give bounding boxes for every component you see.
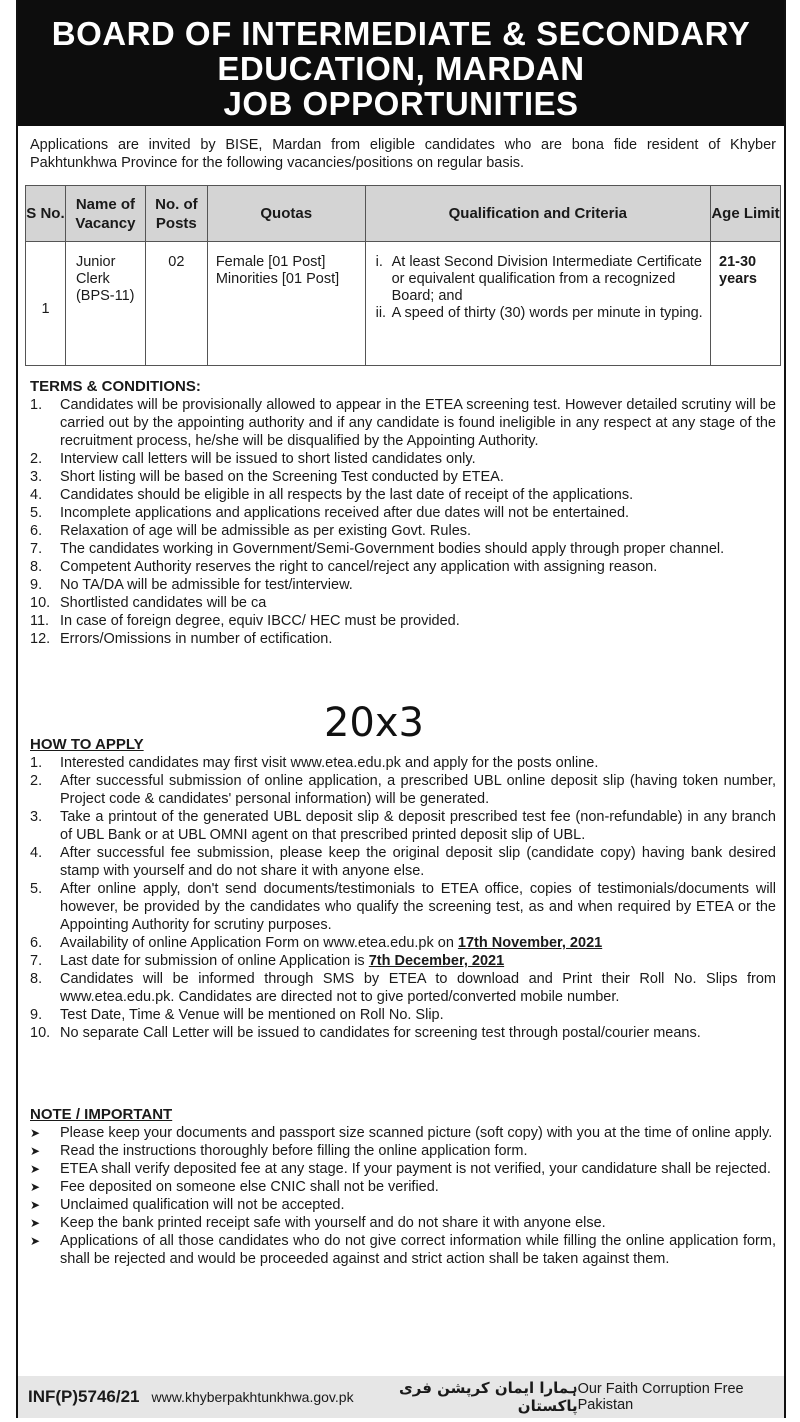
item-text-body: The candidates working in Government/Semi-Government bodies should apply through proper channel. (60, 541, 725, 557)
terms-list (30, 396, 776, 648)
item-text-body: Test Date, Time & Venue will be mentioned on Roll No. Slip. (60, 1007, 444, 1023)
item-text-body: Availability of online Application Form on www.etea.edu.pk on (60, 935, 454, 951)
notes-section (30, 1106, 776, 1268)
arrow-bullet-icon: ➤ (30, 1234, 41, 1248)
header-line-3: JOB OPPORTUNITIES (223, 85, 579, 122)
how-to-apply-section (30, 736, 776, 1042)
item-text (60, 754, 776, 772)
table-row (26, 242, 781, 366)
list-item (30, 558, 776, 576)
item-number: 5. (30, 505, 43, 521)
bullet (30, 1142, 60, 1160)
header-posts: No. of Posts (145, 186, 207, 242)
bullet (30, 1178, 60, 1196)
cell-sno: 1 (26, 242, 66, 366)
item-text (60, 1232, 776, 1268)
item-text-body: Relaxation of age will be admissible as per existing Govt. Rules. (60, 523, 472, 539)
arrow-bullet-icon: ➤ (30, 1198, 41, 1212)
item-text-body: Please keep your documents and passport size scanned picture (soft copy) with you at the time of online apply. (60, 1125, 773, 1141)
list-item (30, 754, 776, 772)
list-item (30, 880, 776, 934)
arrow-bullet-icon: ➤ (30, 1180, 41, 1194)
header-quotas: Quotas (207, 186, 365, 242)
item-text (60, 1024, 776, 1042)
item-text (60, 468, 776, 486)
item-text-body: No separate Call Letter will be issued to candidates for screening test through postal/courier means. (60, 1025, 701, 1041)
item-text-body: Candidates will be provisionally allowed to appear in the ETEA screening test. However detailed scrutiny will be carried out by the appointing authority and if any candidate is found ineligible in any respect at any stage of the recruitment process, he/she will be disqualified by the Appointing Authority. (60, 397, 776, 449)
item-text-body: Read the instructions thoroughly before filling the online application form. (60, 1143, 528, 1159)
item-number: 3. (30, 809, 43, 825)
item-text-body: After successful fee submission, please keep the original deposit slip (candidate copy) having bank desired stamp with yourself and do not share it with anyone else. (60, 845, 776, 879)
notes-title: NOTE / IMPORTANT (30, 1106, 173, 1123)
item-text (60, 576, 776, 594)
item-text-body: Candidates should be eligible in all respects by the last date of receipt of the applications. (60, 487, 634, 503)
qual-text: At least Second Division Intermediate Certificate or equivalent qualification from a recognized Board; and (391, 254, 702, 304)
item-number: 8. (30, 559, 43, 575)
arrow-bullet-icon: ➤ (30, 1162, 41, 1176)
header-banner (18, 0, 784, 126)
list-item (30, 576, 776, 594)
footer-url[interactable]: www.khyberpakhtunkhwa.gov.pk (151, 1389, 354, 1405)
item-text (60, 772, 776, 808)
item-text-body: Incomplete applications and applications received after due dates will not be entertained. (60, 505, 630, 521)
item-number: 11. (30, 613, 50, 629)
item-text-body: After online apply, don't send documents/testimonials to ETEA office, copies of testimonials/documents will however, be provided by the candidates who qualify the screening test, as and when required by ETEA or the Appointing Authority for scrutiny purposes. (60, 881, 776, 933)
item-number: 4. (30, 487, 43, 503)
item-text (60, 1214, 776, 1232)
intro-paragraph: Applications are invited by BISE, Mardan from eligible candidates who are bona fide resident of Khyber Pakhtunkhwa Province for the following vacancies/positions on regular basis. (30, 137, 776, 171)
list-item (30, 468, 776, 486)
bullet (30, 1196, 60, 1214)
stamp-overlay: 20x3 (300, 697, 448, 749)
item-text (60, 880, 776, 934)
quota-minorities: Minorities [01 Post] (215, 271, 340, 287)
item-text-body: After successful submission of online application, a prescribed UBL online deposit slip (having token number, Project code & candidates' personal information) will be generated. (60, 773, 776, 807)
table-header-row (26, 186, 781, 242)
item-text-body: In case of foreign degree, equiv IBCC/ HEC must be provided. (60, 613, 460, 629)
arrow-bullet-icon: ➤ (30, 1144, 41, 1158)
list-item (366, 254, 704, 305)
item-text (60, 1006, 776, 1024)
item-text-body: Take a printout of the generated UBL deposit slip & deposit prescribed test fee (non-refundable) in any branch of UBL Bank or at UBL OMNI agent on that prescribed printed deposit slip of UBL. (60, 809, 776, 843)
item-text (60, 1124, 776, 1142)
list-item (30, 1024, 776, 1042)
item-number: 9. (30, 1007, 43, 1023)
item-text (60, 808, 776, 844)
list-item (30, 396, 776, 450)
item-text-body: Unclaimed qualification will not be accepted. (60, 1197, 345, 1213)
bullet (30, 1214, 60, 1232)
item-text (60, 450, 776, 468)
list-item (30, 934, 776, 952)
terms-section (30, 378, 776, 648)
vacancy-table (25, 185, 781, 366)
item-number: 10. (30, 595, 51, 611)
item-text-body: Interview call letters will be issued to short listed candidates only. (60, 451, 476, 467)
notes-list (30, 1124, 776, 1268)
item-text (60, 952, 776, 970)
bullet (30, 1160, 60, 1178)
list-item (30, 772, 776, 808)
list-item (30, 1196, 776, 1214)
item-number: 1. (30, 755, 43, 771)
item-number: 6. (30, 935, 43, 951)
footer-urdu-slogan: ہمارا ایمان کرپشن فری پاکستان (399, 1379, 578, 1415)
list-item (30, 1232, 776, 1268)
item-number: 3. (30, 469, 43, 485)
qual-text: A speed of thirty (30) words per minute in typing. (391, 305, 703, 321)
cell-age: 21-30 years (711, 242, 781, 366)
list-item (30, 1178, 776, 1196)
item-number: 12. (30, 631, 51, 647)
bullet (30, 1232, 60, 1268)
item-text (60, 522, 776, 540)
list-item (30, 1160, 776, 1178)
list-item (30, 970, 776, 1006)
list-item (30, 612, 776, 630)
item-text-body: Errors/Omissions in number of ectification. (60, 631, 333, 647)
item-number: 8. (30, 971, 43, 987)
item-text (60, 630, 776, 648)
item-text (60, 1160, 776, 1178)
item-text (60, 504, 776, 522)
list-item (30, 522, 776, 540)
item-text-body: ETEA shall verify deposited fee at any stage. If your payment is not verified, your candidature shall be rejected. (60, 1161, 771, 1177)
header-line-2: EDUCATION, MARDAN (217, 50, 585, 87)
how-list (30, 754, 776, 1042)
list-item (30, 1124, 776, 1142)
item-number: 5. (30, 881, 43, 897)
item-text (60, 486, 776, 504)
quota-female: Female [01 Post] (215, 254, 326, 270)
item-number: 1. (30, 397, 43, 413)
cell-vacancy: Junior Clerk (BPS-11) (65, 242, 145, 366)
item-text-body: Interested candidates may first visit www.etea.edu.pk and apply for the posts online. (60, 755, 599, 771)
footer-ref: INF(P)5746/21 (28, 1387, 140, 1406)
item-text (60, 934, 776, 952)
list-item (30, 504, 776, 522)
item-text-body: Applications of all those candidates who do not give correct information while filling the online application form, shall be rejected and would be proceeded against and strict action shall be taken against them. (60, 1233, 776, 1267)
item-text-body: Competent Authority reserves the right to cancel/reject any application with assigning reason. (60, 559, 658, 575)
item-text-body: Last date for submission of online Application is (60, 953, 365, 969)
item-number: 7. (30, 953, 43, 969)
list-item (30, 486, 776, 504)
item-number: 9. (30, 577, 43, 593)
item-number: 7. (30, 541, 43, 557)
item-text (60, 970, 776, 1006)
list-item (30, 540, 776, 558)
item-number: 10. (30, 1025, 51, 1041)
qual-number: i. (375, 254, 383, 270)
item-text (60, 1196, 776, 1214)
list-item (30, 952, 776, 970)
cell-quotas (207, 242, 365, 366)
cell-posts: 02 (145, 242, 207, 366)
list-item (30, 450, 776, 468)
item-text-body: Shortlisted candidates will be ca (60, 595, 267, 611)
header-age: Age Limit (711, 186, 781, 242)
item-number: 2. (30, 773, 43, 789)
item-text (60, 612, 776, 630)
item-text (60, 594, 776, 612)
item-text (60, 844, 776, 880)
terms-title: TERMS & CONDITIONS: (30, 378, 201, 395)
item-number: 4. (30, 845, 43, 861)
list-item (366, 305, 704, 322)
item-date: 17th November, 2021 (457, 935, 603, 951)
list-item (30, 630, 776, 648)
header-vacancy: Name of Vacancy (65, 186, 145, 242)
item-text (60, 396, 776, 450)
item-text (60, 558, 776, 576)
item-text-body: Fee deposited on someone else CNIC shall not be verified. (60, 1179, 439, 1195)
item-text (60, 1178, 776, 1196)
arrow-bullet-icon: ➤ (30, 1216, 41, 1230)
item-text-body: No TA/DA will be admissible for test/interview. (60, 577, 353, 593)
qual-number: ii. (375, 305, 387, 321)
list-item (30, 808, 776, 844)
item-text-body: Keep the bank printed receipt safe with yourself and do not share it with anyone else. (60, 1215, 606, 1231)
item-number: 2. (30, 451, 43, 467)
header-qualification: Qualification and Criteria (365, 186, 710, 242)
cell-qualification (365, 242, 710, 366)
list-item (30, 594, 776, 612)
item-text (60, 540, 776, 558)
list-item (30, 1006, 776, 1024)
item-number: 6. (30, 523, 43, 539)
item-text (60, 1142, 776, 1160)
footer-bar (18, 1376, 784, 1418)
header-sno: S No. (26, 186, 66, 242)
item-text-body: Short listing will be based on the Screening Test conducted by ETEA. (60, 469, 504, 485)
how-title: HOW TO APPLY (30, 736, 144, 753)
header-line-1: BOARD OF INTERMEDIATE & SECONDARY (51, 15, 751, 52)
list-item (30, 844, 776, 880)
item-text-body: Candidates will be informed through SMS by ETEA to download and Print their Roll No. Slips from www.etea.edu.pk. Candidates are directed not to give ported/converted mobile number. (60, 971, 776, 1005)
list-item (30, 1142, 776, 1160)
bullet (30, 1124, 60, 1142)
list-item (30, 1214, 776, 1232)
footer-slogan: Our Faith Corruption Free Pakistan (577, 1381, 744, 1413)
arrow-bullet-icon: ➤ (30, 1126, 41, 1140)
item-date: 7th December, 2021 (368, 953, 505, 969)
